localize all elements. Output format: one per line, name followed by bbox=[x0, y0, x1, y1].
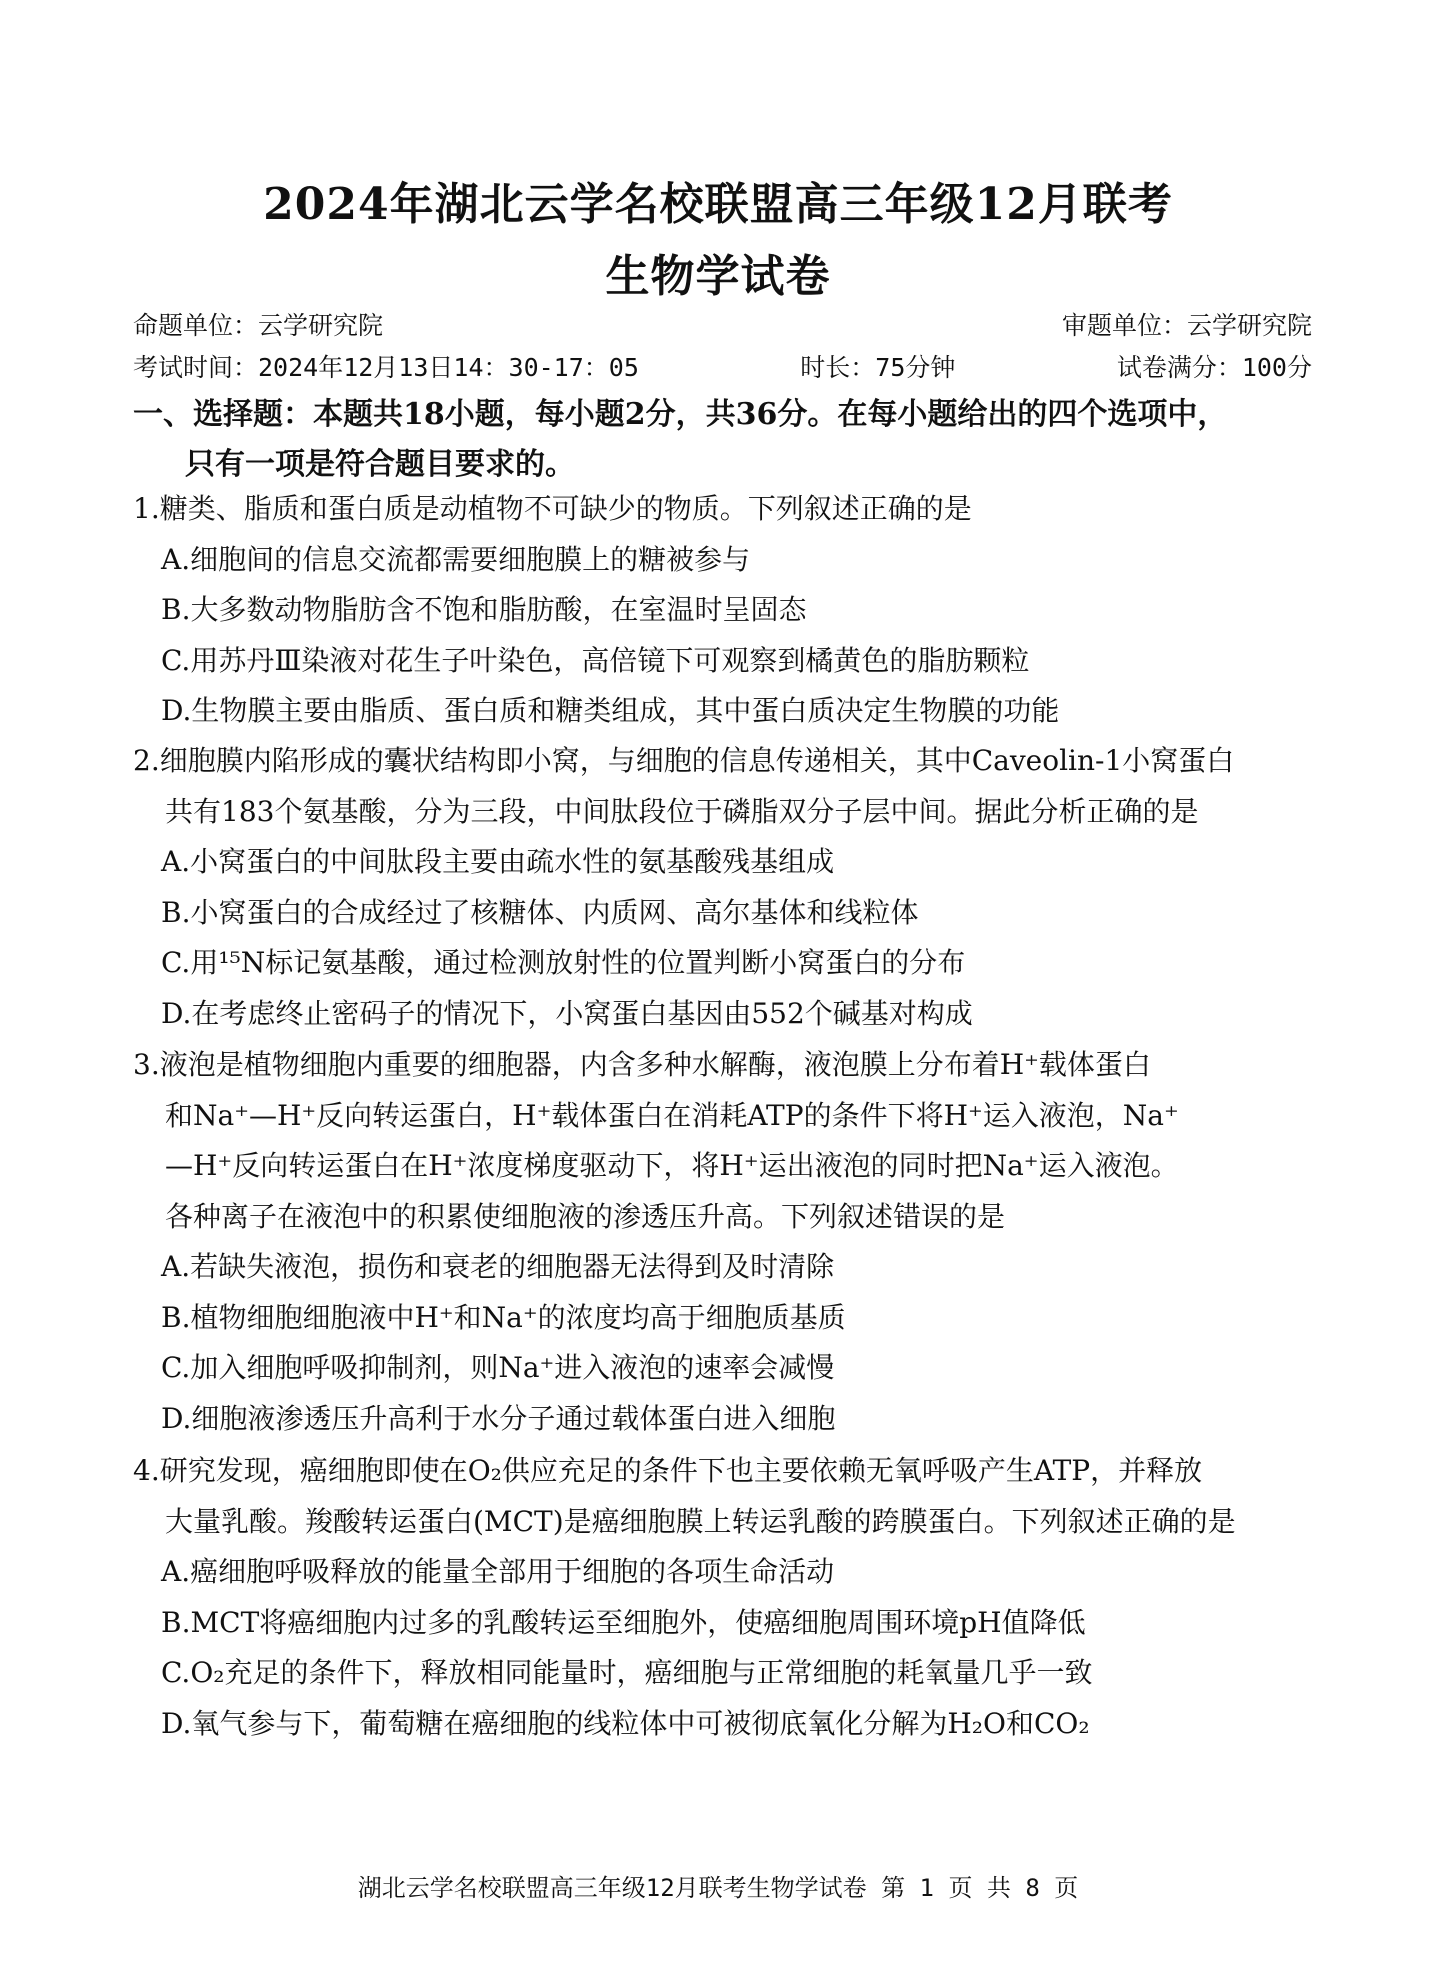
option-d: D.细胞液渗透压升高利于水分子通过载体蛋白进入细胞 bbox=[161, 1401, 836, 1435]
section-heading bbox=[133, 390, 1326, 490]
exam-full-score: 试卷满分：100分 bbox=[1116, 353, 1312, 382]
review-unit: 审题单位：云学研究院 bbox=[1061, 311, 1312, 340]
exam-time: 考试时间：2024年12月13日14：30-17：05 bbox=[133, 353, 639, 382]
section-heading-line1: 一、选择题：本题共18小题，每小题2分，共36分。在每小题给出的四个选项中， bbox=[133, 397, 1228, 432]
exam-duration: 时长：75分钟 bbox=[800, 353, 956, 382]
exam-time-row bbox=[133, 348, 1312, 384]
question-stem: 各种离子在液泡中的积累使细胞液的渗透压升高。下列叙述错误的是 bbox=[165, 1199, 1006, 1233]
question-stem: 2.细胞膜内陷形成的囊状结构即小窝，与细胞的信息传递相关，其中Caveolin-1小窝蛋白 bbox=[133, 744, 1235, 777]
question-1 bbox=[133, 484, 1326, 737]
exam-title: 2024年湖北云学名校联盟高三年级12月联考 bbox=[263, 179, 1173, 230]
question-4 bbox=[133, 1446, 1326, 1749]
exam-units-row bbox=[133, 306, 1312, 342]
option-c: C.加入细胞呼吸抑制剂，则Na⁺进入液泡的速率会减慢 bbox=[161, 1351, 835, 1384]
option-d: D.生物膜主要由脂质、蛋白质和糖类组成，其中蛋白质决定生物膜的功能 bbox=[161, 694, 1060, 727]
question-stem: 3.液泡是植物细胞内重要的细胞器，内含多种水解酶，液泡膜上分布着H⁺载体蛋白 bbox=[133, 1048, 1151, 1081]
question-stem: —H⁺反向转运蛋白在H⁺浓度梯度驱动下，将H⁺运出液泡的同时把Na⁺运入液泡。 bbox=[165, 1149, 1179, 1182]
page-footer: 湖北云学名校联盟高三年级12月联考生物学试卷 第 1 页 共 8 页 bbox=[357, 1874, 1079, 1902]
option-b: B.MCT将癌细胞内过多的乳酸转运至细胞外，使癌细胞周围环境pH值降低 bbox=[161, 1605, 1086, 1639]
option-a: A.细胞间的信息交流都需要细胞膜上的糖被参与 bbox=[161, 542, 751, 576]
option-b: B.大多数动物脂肪含不饱和脂肪酸，在室温时呈固态 bbox=[161, 593, 807, 626]
question-stem: 1.糖类、脂质和蛋白质是动植物不可缺少的物质。下列叙述正确的是 bbox=[133, 492, 972, 525]
author-unit: 命题单位：云学研究院 bbox=[133, 311, 384, 340]
question-stem: 大量乳酸。羧酸转运蛋白(MCT)是癌细胞膜上转运乳酸的跨膜蛋白。下列叙述正确的是 bbox=[165, 1504, 1236, 1538]
option-a: A.癌细胞呼吸释放的能量全部用于细胞的各项生命活动 bbox=[161, 1555, 835, 1588]
option-c: C.用¹⁵N标记氨基酸，通过检测放射性的位置判断小窝蛋白的分布 bbox=[161, 946, 966, 979]
question-3 bbox=[133, 1040, 1326, 1444]
option-c: C.用苏丹Ⅲ染液对花生子叶染色，高倍镜下可观察到橘黄色的脂肪颗粒 bbox=[161, 643, 1030, 677]
exam-subject-title: 生物学试卷 bbox=[605, 251, 831, 302]
option-b: B.小窝蛋白的合成经过了核糖体、内质网、高尔基体和线粒体 bbox=[161, 895, 919, 929]
option-a: A.若缺失液泡，损伤和衰老的细胞器无法得到及时清除 bbox=[161, 1250, 835, 1283]
option-d: D.氧气参与下，葡萄糖在癌细胞的线粒体中可被彻底氧化分解为H₂O和CO₂ bbox=[161, 1706, 1090, 1740]
option-b: B.植物细胞细胞液中H⁺和Na⁺的浓度均高于细胞质基质 bbox=[161, 1300, 846, 1334]
question-stem: 和Na⁺—H⁺反向转运蛋白，H⁺载体蛋白在消耗ATP的条件下将H⁺运入液泡，Na⁺ bbox=[165, 1098, 1179, 1132]
question-2 bbox=[133, 736, 1326, 1039]
option-c: C.O₂充足的条件下，释放相同能量时，癌细胞与正常细胞的耗氧量几乎一致 bbox=[161, 1656, 1093, 1689]
question-stem: 4.研究发现，癌细胞即使在O₂供应充足的条件下也主要依赖无氧呼吸产生ATP，并释放 bbox=[133, 1454, 1203, 1487]
section-heading-line2: 只有一项是符合题目要求的。 bbox=[185, 447, 575, 482]
option-a: A.小窝蛋白的中间肽段主要由疏水性的氨基酸残基组成 bbox=[161, 845, 835, 878]
option-d: D.在考虑终止密码子的情况下，小窝蛋白基因由552个碱基对构成 bbox=[161, 996, 973, 1030]
question-stem: 共有183个氨基酸，分为三段，中间肽段位于磷脂双分子层中间。据此分析正确的是 bbox=[165, 794, 1199, 828]
